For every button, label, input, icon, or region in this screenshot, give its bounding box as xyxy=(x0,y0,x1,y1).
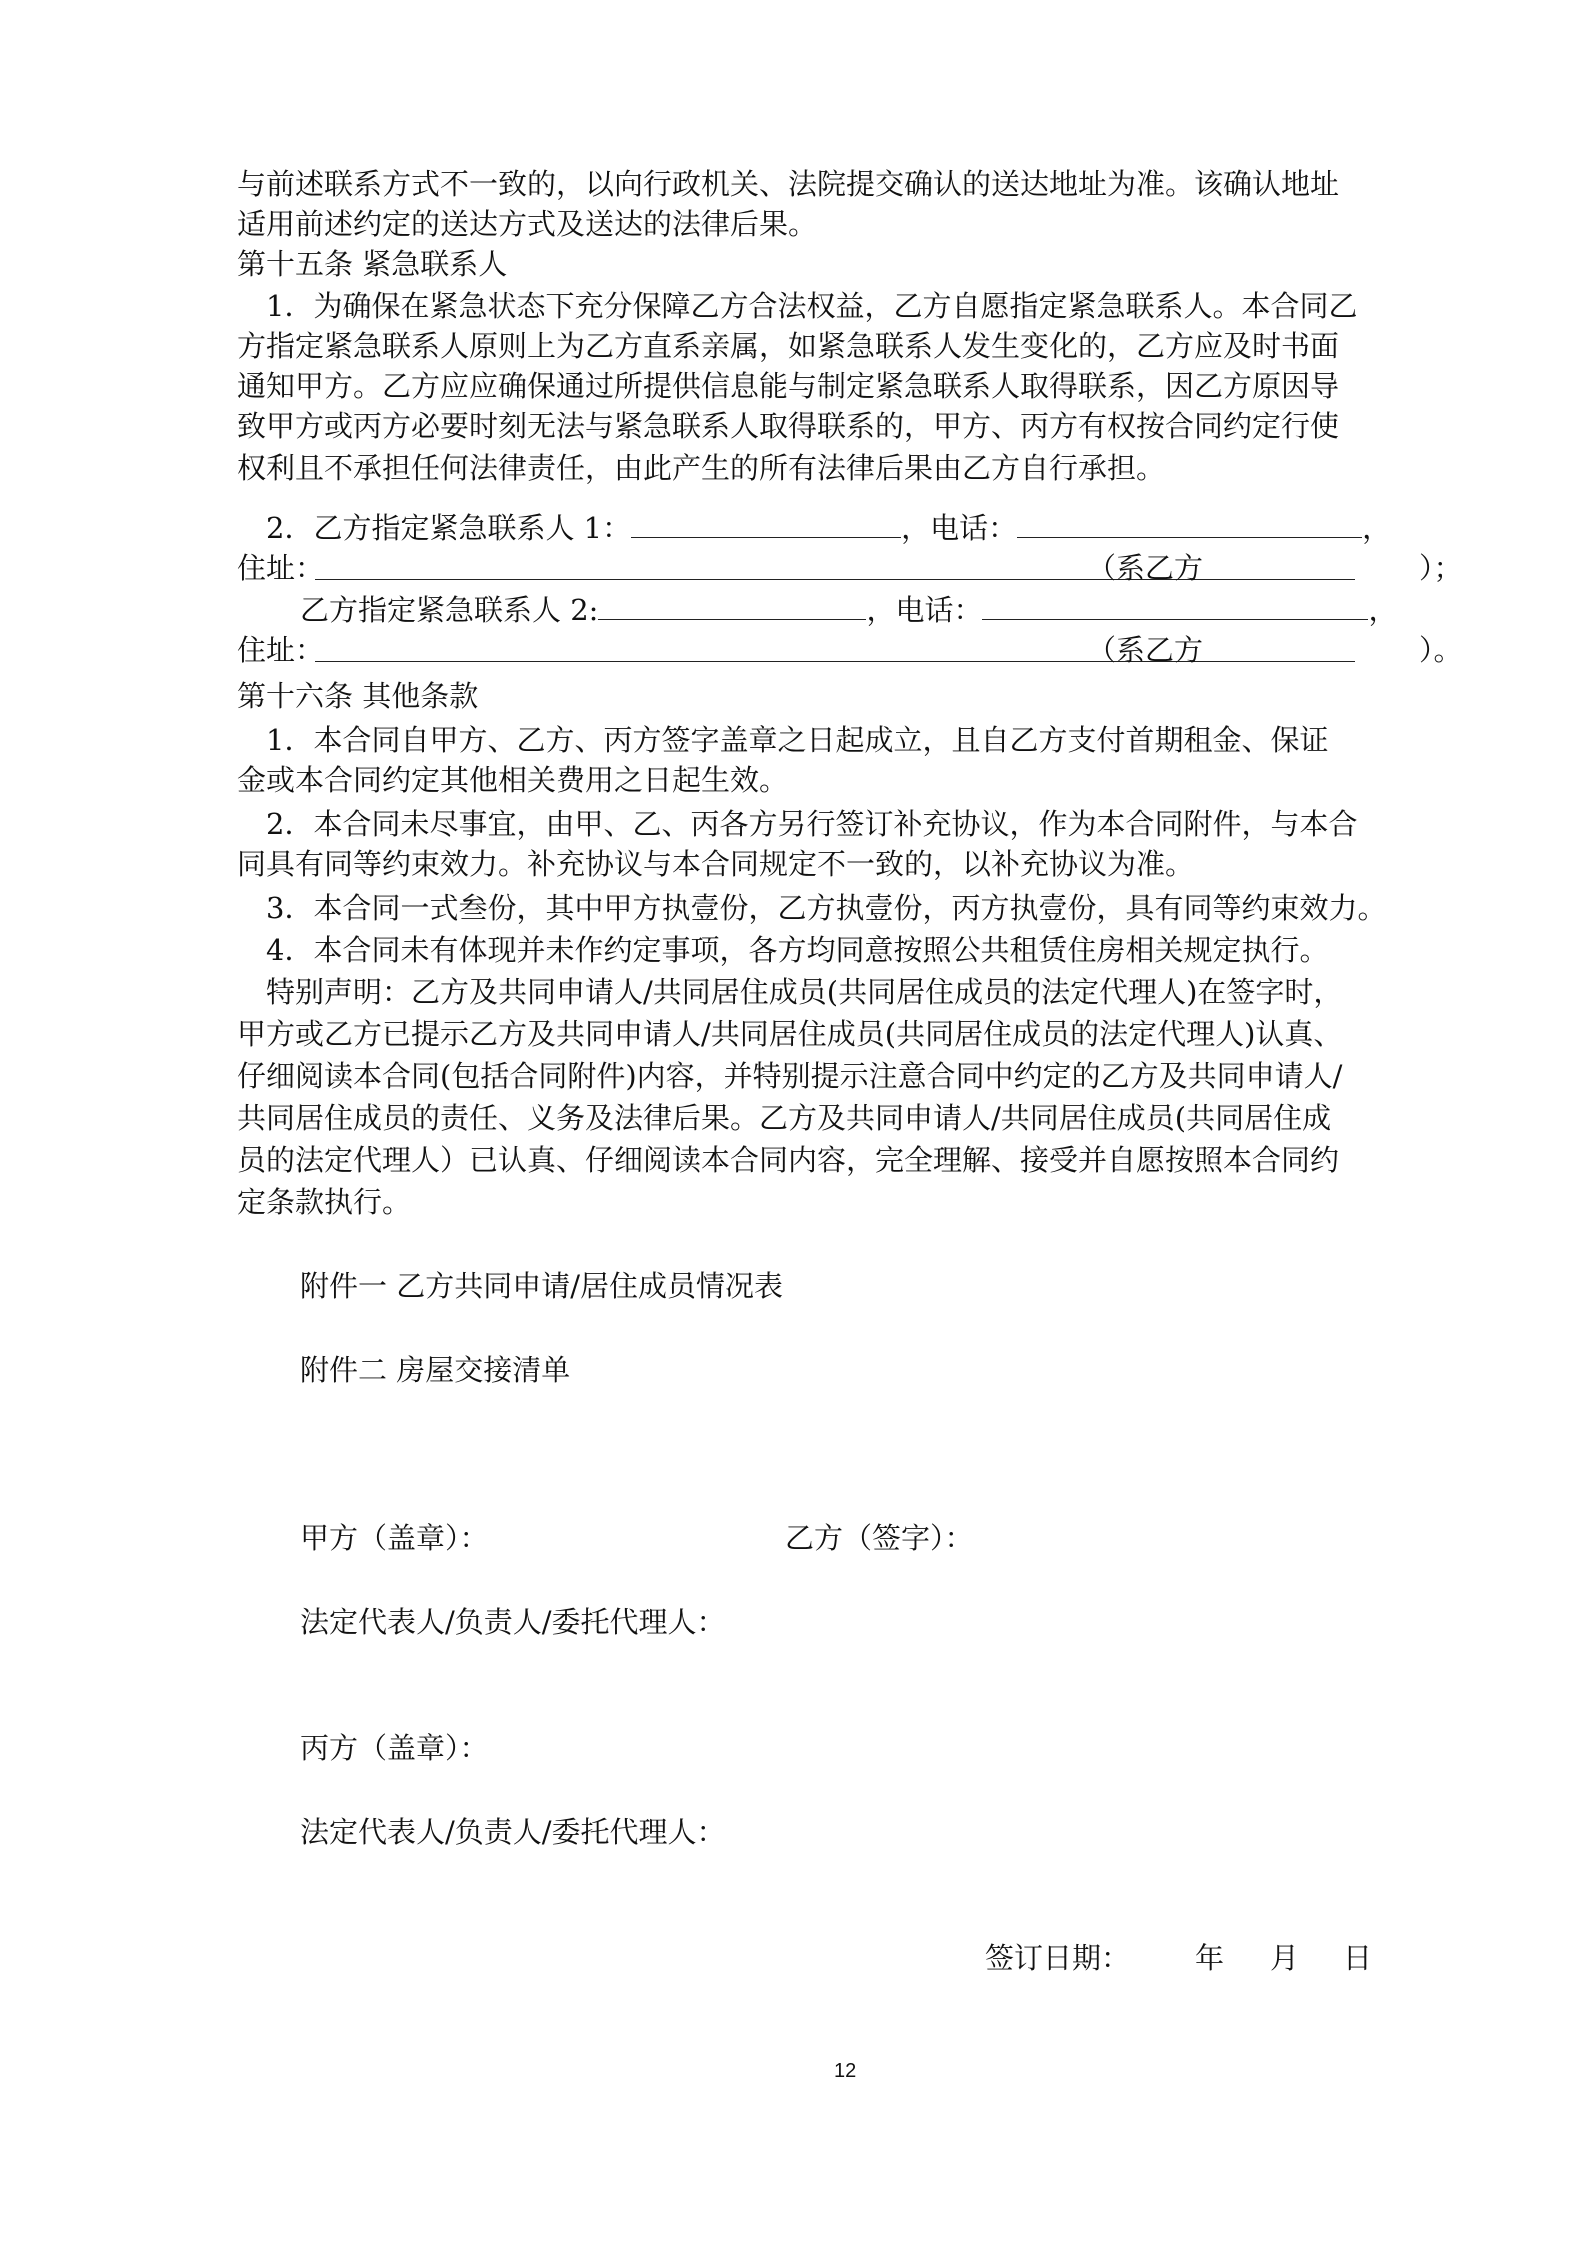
text-line: 与前述联系方式不一致的，以向行政机关、法院提交确认的送达地址为准。该确认地址 xyxy=(237,167,1340,201)
close-semicolon: ）； xyxy=(1419,551,1463,585)
relation-label: （系乙方 xyxy=(1087,633,1204,667)
attachment-2: 附件二 房屋交接清单 xyxy=(300,1353,571,1387)
special-statement-line: 甲方或乙方已提示乙方及共同申请人/共同居住成员(共同居住成员的法定代理人)认真、 xyxy=(237,1017,1343,1051)
phone-label: ，电话： xyxy=(901,511,1018,545)
clause-line: 1．本合同自甲方、乙方、丙方签字盖章之日起成立，且自乙方支付首期租金、保证 xyxy=(266,723,1329,757)
address-label: 住址： xyxy=(237,551,325,585)
special-statement-line: 共同居住成员的责任、义务及法律后果。乙方及共同申请人/共同居住成员(共同居住成 xyxy=(237,1101,1332,1135)
party-a-representative-label: 法定代表人/负责人/委托代理人： xyxy=(300,1605,726,1639)
paragraph-line: 通知甲方。乙方应应确保通过所提供信息能与制定紧急联系人取得联系，因乙方原因导 xyxy=(237,369,1340,403)
attachment-1: 附件一 乙方共同申请/居住成员情况表 xyxy=(300,1269,783,1303)
clause-line: 4．本合同未有体现并未作约定事项，各方均同意按照公共租赁住房相关规定执行。 xyxy=(266,933,1329,967)
contact-2-row xyxy=(300,590,1397,630)
special-statement-line: 定条款执行。 xyxy=(237,1185,412,1219)
article-16-heading: 第十六条 其他条款 xyxy=(237,679,479,713)
party-a-seal-label: 甲方（盖章）： xyxy=(300,1521,489,1555)
special-statement-line: 员的法定代理人）已认真、仔细阅读本合同内容，完全理解、接受并自愿按照本合同约 xyxy=(237,1143,1340,1177)
special-statement-line: 特别声明：乙方及共同申请人/共同居住成员(共同居住成员的法定代理人)在签字时， xyxy=(266,975,1343,1009)
date-month: 月 xyxy=(1270,1941,1300,1975)
contact-1-address-row xyxy=(237,548,1467,588)
party-b-signature-label: 乙方（签字）： xyxy=(785,1521,974,1555)
relation-label: （系乙方 xyxy=(1087,551,1204,585)
page-number: 12 xyxy=(834,2060,857,2082)
special-statement-line: 仔细阅读本合同(包括合同附件)内容，并特别提示注意合同中约定的乙方及共同申请人/ xyxy=(237,1059,1343,1093)
comma: ， xyxy=(1362,511,1392,545)
article-15-heading: 第十五条 紧急联系人 xyxy=(237,247,508,281)
date-year: 年 xyxy=(1195,1941,1225,1975)
date-day: 日 xyxy=(1343,1941,1373,1975)
paragraph-line: 致甲方或丙方必要时刻无法与紧急联系人取得联系的，甲方、丙方有权按合同约定行使 xyxy=(237,409,1340,443)
contact-1-row xyxy=(266,508,1391,548)
party-c-representative-label: 法定代表人/负责人/委托代理人： xyxy=(300,1815,726,1849)
party-c-seal-label: 丙方（盖章）： xyxy=(300,1731,489,1765)
contact-1-name-field[interactable] xyxy=(631,511,901,538)
paragraph-line: 权利且不承担任何法律责任，由此产生的所有法律后果由乙方自行承担。 xyxy=(237,451,1166,485)
signing-date-label: 签订日期： xyxy=(985,1941,1131,1975)
contact-2-name-field[interactable] xyxy=(598,593,866,620)
clause-line: 金或本合同约定其他相关费用之日起生效。 xyxy=(237,763,789,797)
comma: ， xyxy=(1368,593,1398,627)
contact-2-label: 乙方指定紧急联系人 2: xyxy=(300,593,599,627)
contact-2-phone-field[interactable] xyxy=(982,593,1368,620)
text-line: 适用前述约定的送达方式及送达的法律后果。 xyxy=(237,207,818,241)
paragraph-line: 1．为确保在紧急状态下充分保障乙方合法权益，乙方自愿指定紧急联系人。本合同乙 xyxy=(266,289,1358,323)
close-period: ）。 xyxy=(1419,633,1463,667)
paragraph-line: 方指定紧急联系人原则上为乙方直系亲属，如紧急联系人发生变化的，乙方应及时书面 xyxy=(237,329,1340,363)
clause-line: 2．本合同未尽事宜，由甲、乙、丙各方另行签订补充协议，作为本合同附件，与本合 xyxy=(266,807,1358,841)
phone-label: ，电话： xyxy=(866,593,983,627)
clause-line: 同具有同等约束效力。补充协议与本合同规定不一致的，以补充协议为准。 xyxy=(237,847,1195,881)
clause-line: 3．本合同一式叁份，其中甲方执壹份，乙方执壹份，丙方执壹份，具有同等约束效力。 xyxy=(266,891,1387,925)
contact-2-address-row xyxy=(237,630,1467,670)
address-label: 住址： xyxy=(237,633,325,667)
contact-1-phone-field[interactable] xyxy=(1017,511,1362,538)
contact-1-label: 2．乙方指定紧急联系人 1： xyxy=(266,511,632,545)
